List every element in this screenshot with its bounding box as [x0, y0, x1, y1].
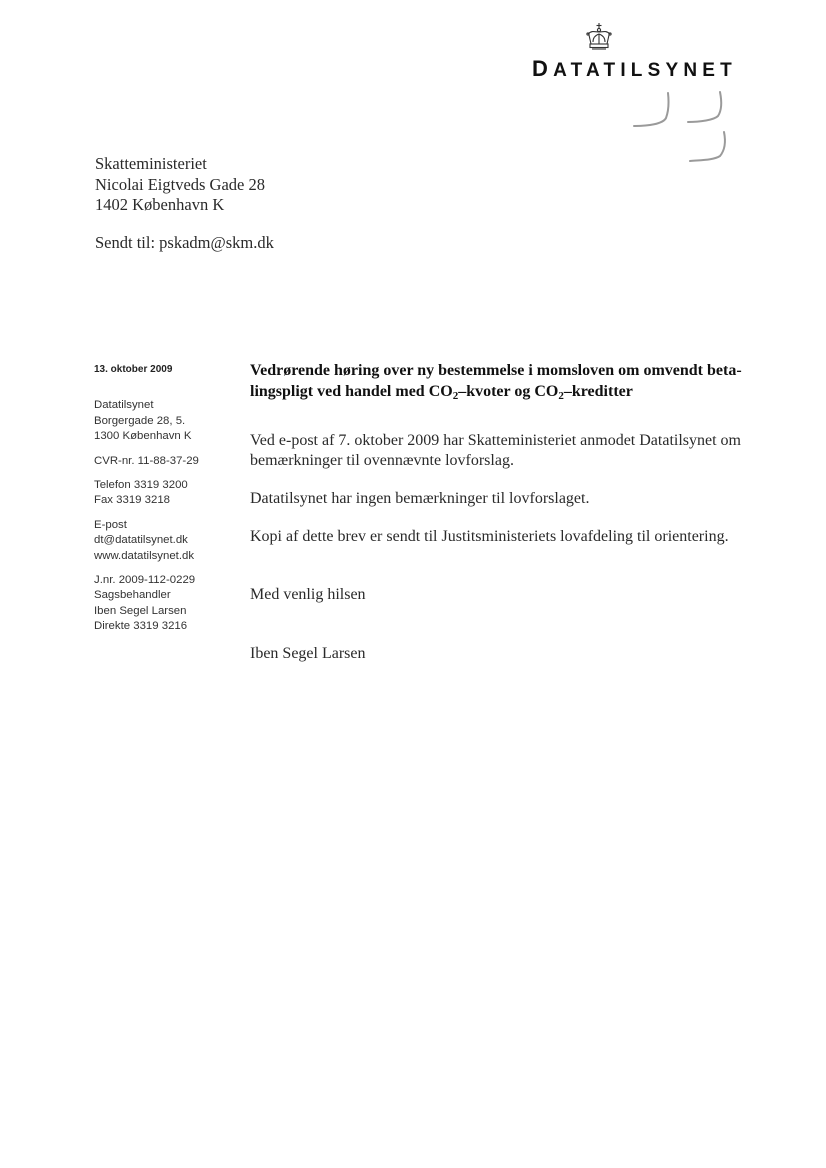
email-label: E-post [94, 518, 127, 531]
brand-logo-text: DATATILSYNET [532, 56, 737, 81]
direct-phone: Direkte 3319 3216 [94, 620, 188, 633]
journal-number: J.nr. 2009-112-0229 [94, 574, 196, 587]
letter-subject: Vedrørende høring over ny bestemmelse i momsloven om omvendt beta-lingspligt ved handel med $CO_2$–kvoter og $CO_2$–kreditter [250, 362, 742, 402]
recipient-name: Skatteministeriet [95, 154, 207, 173]
paragraph-copy: Kopi af dette brev er sendt til Justitsministeriets lovafdeling til orientering. [250, 528, 729, 545]
sender-address-line2: 1300 København K [94, 430, 192, 443]
sender-sidebar [94, 362, 234, 644]
caseworker-label: Sagsbehandler [94, 589, 171, 602]
recipient-street: Nicolai Eigtveds Gade 28 [95, 174, 265, 194]
paragraph-request: Ved e-post af 7. oktober 2009 har Skatteministeriet anmodet Datatilsynet om bemærkninger til ovennævnte lovforslag. [250, 432, 741, 469]
caseworker-name: Iben Segel Larsen [94, 604, 187, 617]
signer-name: Iben Segel Larsen [250, 645, 366, 662]
letter-date: 13. oktober 2009 [94, 364, 173, 375]
case-block [94, 573, 234, 635]
contact-block [94, 518, 234, 564]
cvr-number: CVR-nr. 11-88-37-29 [94, 454, 199, 467]
sent-to-line: Sendt til: pskadm@skm.dk [95, 233, 274, 252]
royal-crown-icon [584, 22, 614, 52]
email-address: dt@datatilsynet.dk [94, 534, 188, 547]
phone-block [94, 478, 234, 509]
phone-number: Telefon 3319 3200 [94, 479, 188, 492]
closing-greeting: Med venlig hilsen [250, 586, 366, 603]
fax-number: Fax 3319 3218 [94, 494, 170, 507]
sender-address [94, 398, 234, 444]
cvr-block [94, 454, 234, 469]
sender-address-line1: Borgergade 28, 5. [94, 414, 186, 427]
website: www.datatilsynet.dk [94, 549, 195, 562]
handwritten-marks [628, 88, 738, 168]
recipient-city: 1402 København K [95, 195, 225, 214]
paragraph-no-remarks: Datatilsynet har ingen bemærkninger til lovforslaget. [250, 490, 590, 507]
recipient-address [95, 154, 265, 216]
sender-org: Datatilsynet [94, 399, 154, 412]
